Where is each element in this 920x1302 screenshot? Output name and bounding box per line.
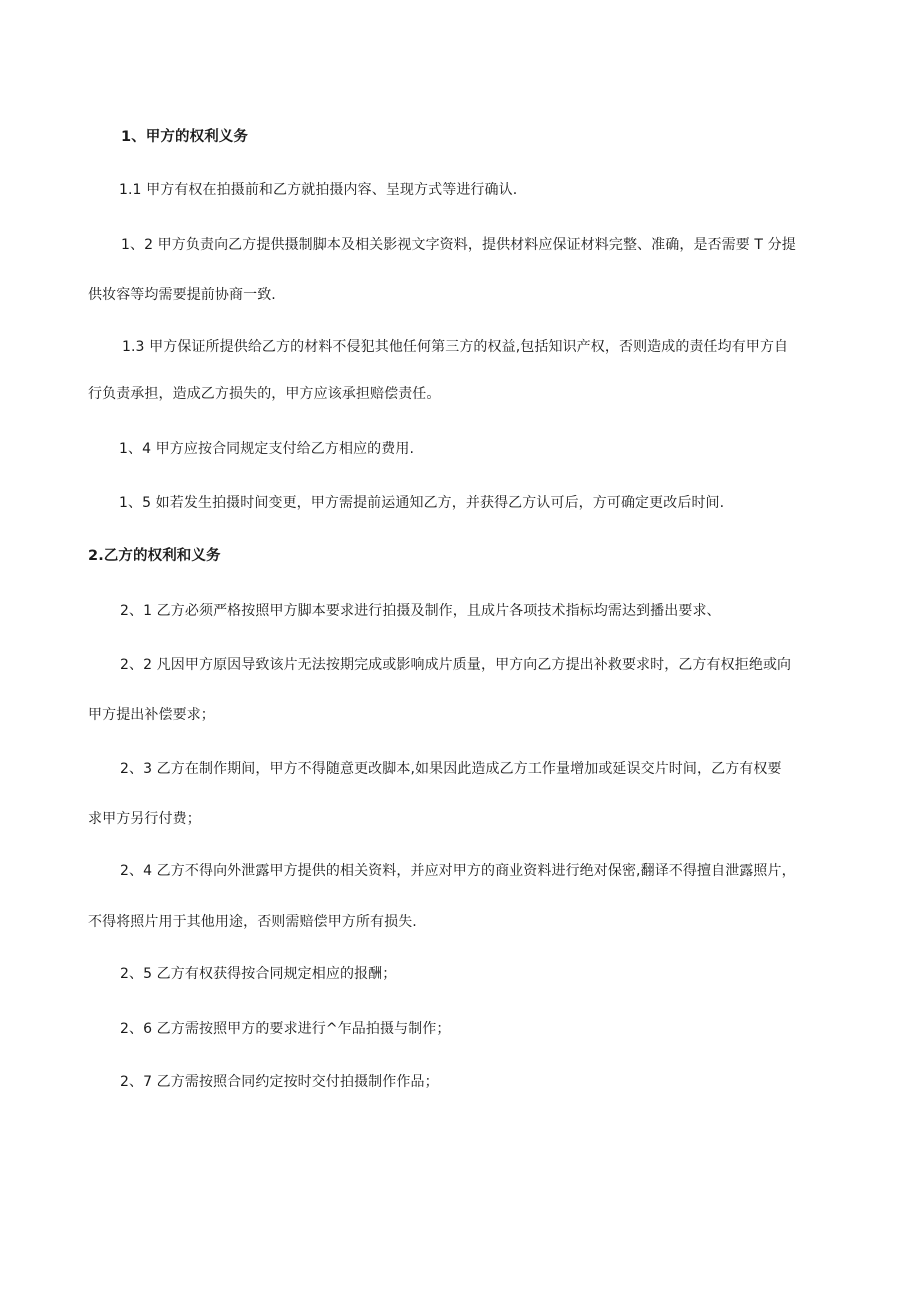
clause-2-1: 2、1 乙方必须严格按照甲方脚本要求进行拍摄及制作，且成片各项技术指标均需达到播出要求、	[120, 603, 721, 619]
clause-2-2-line-2: 甲方提出补偿要求；	[88, 707, 215, 723]
clause-1-4: 1、4 甲方应按合同规定支付给乙方相应的费用.	[119, 441, 415, 457]
clause-2-2-line-1: 2、2 凡因甲方原因导致该片无法按期完成或影响成片质量，甲方向乙方提出补救要求时，乙方有权拒绝或向	[120, 657, 792, 673]
clause-2-3-line-1: 2、3 乙方在制作期间，甲方不得随意更改脚本,如果因此造成乙方工作量增加或延误交片时间，乙方有权要	[120, 761, 782, 777]
clause-2-6: 2、6 乙方需按照甲方的要求进行^乍品拍摄与制作；	[120, 1021, 451, 1037]
clause-2-4-line-1: 2、4 乙方不得向外泄露甲方提供的相关资料，并应对甲方的商业资料进行绝对保密,翻译不得擅自泄露照片，	[120, 863, 796, 879]
clause-2-3-line-2: 求甲方另行付费；	[88, 811, 201, 827]
clause-1-3-line-1: 1.3 甲方保证所提供给乙方的材料不侵犯其他任何第三方的权益,包括知识产权，否则造成的责任均有甲方自	[122, 339, 789, 355]
section-1-heading: 1、甲方的权利义务	[121, 129, 248, 145]
clause-2-7: 2、7 乙方需按照合同约定按时交付拍摄制作作品；	[120, 1074, 439, 1090]
clause-2-4-line-2: 不得将照片用于其他用途，否则需赔偿甲方所有损失.	[88, 914, 417, 930]
clause-1-2-line-1: 1、2 甲方负责向乙方提供摄制脚本及相关影视文字资料，提供材料应保证材料完整、准确，是否需要 T 分提	[121, 237, 796, 253]
clause-1-5: 1、5 如若发生拍摄时间变更，甲方需提前运通知乙方，并获得乙方认可后，方可确定更改后时间.	[119, 495, 725, 511]
clause-1-1: 1.1 甲方有权在拍摄前和乙方就拍摄内容、呈现方式等进行确认.	[119, 182, 518, 198]
clause-1-2-line-2: 供妆容等均需要提前协商一致.	[88, 287, 276, 303]
clause-2-5: 2、5 乙方有权获得按合同规定相应的报酬；	[120, 966, 397, 982]
section-2-heading: 2.乙方的权利和义务	[88, 548, 221, 564]
clause-1-3-line-2: 行负责承担，造成乙方损失的，甲方应该承担赔偿责任。	[88, 386, 441, 402]
